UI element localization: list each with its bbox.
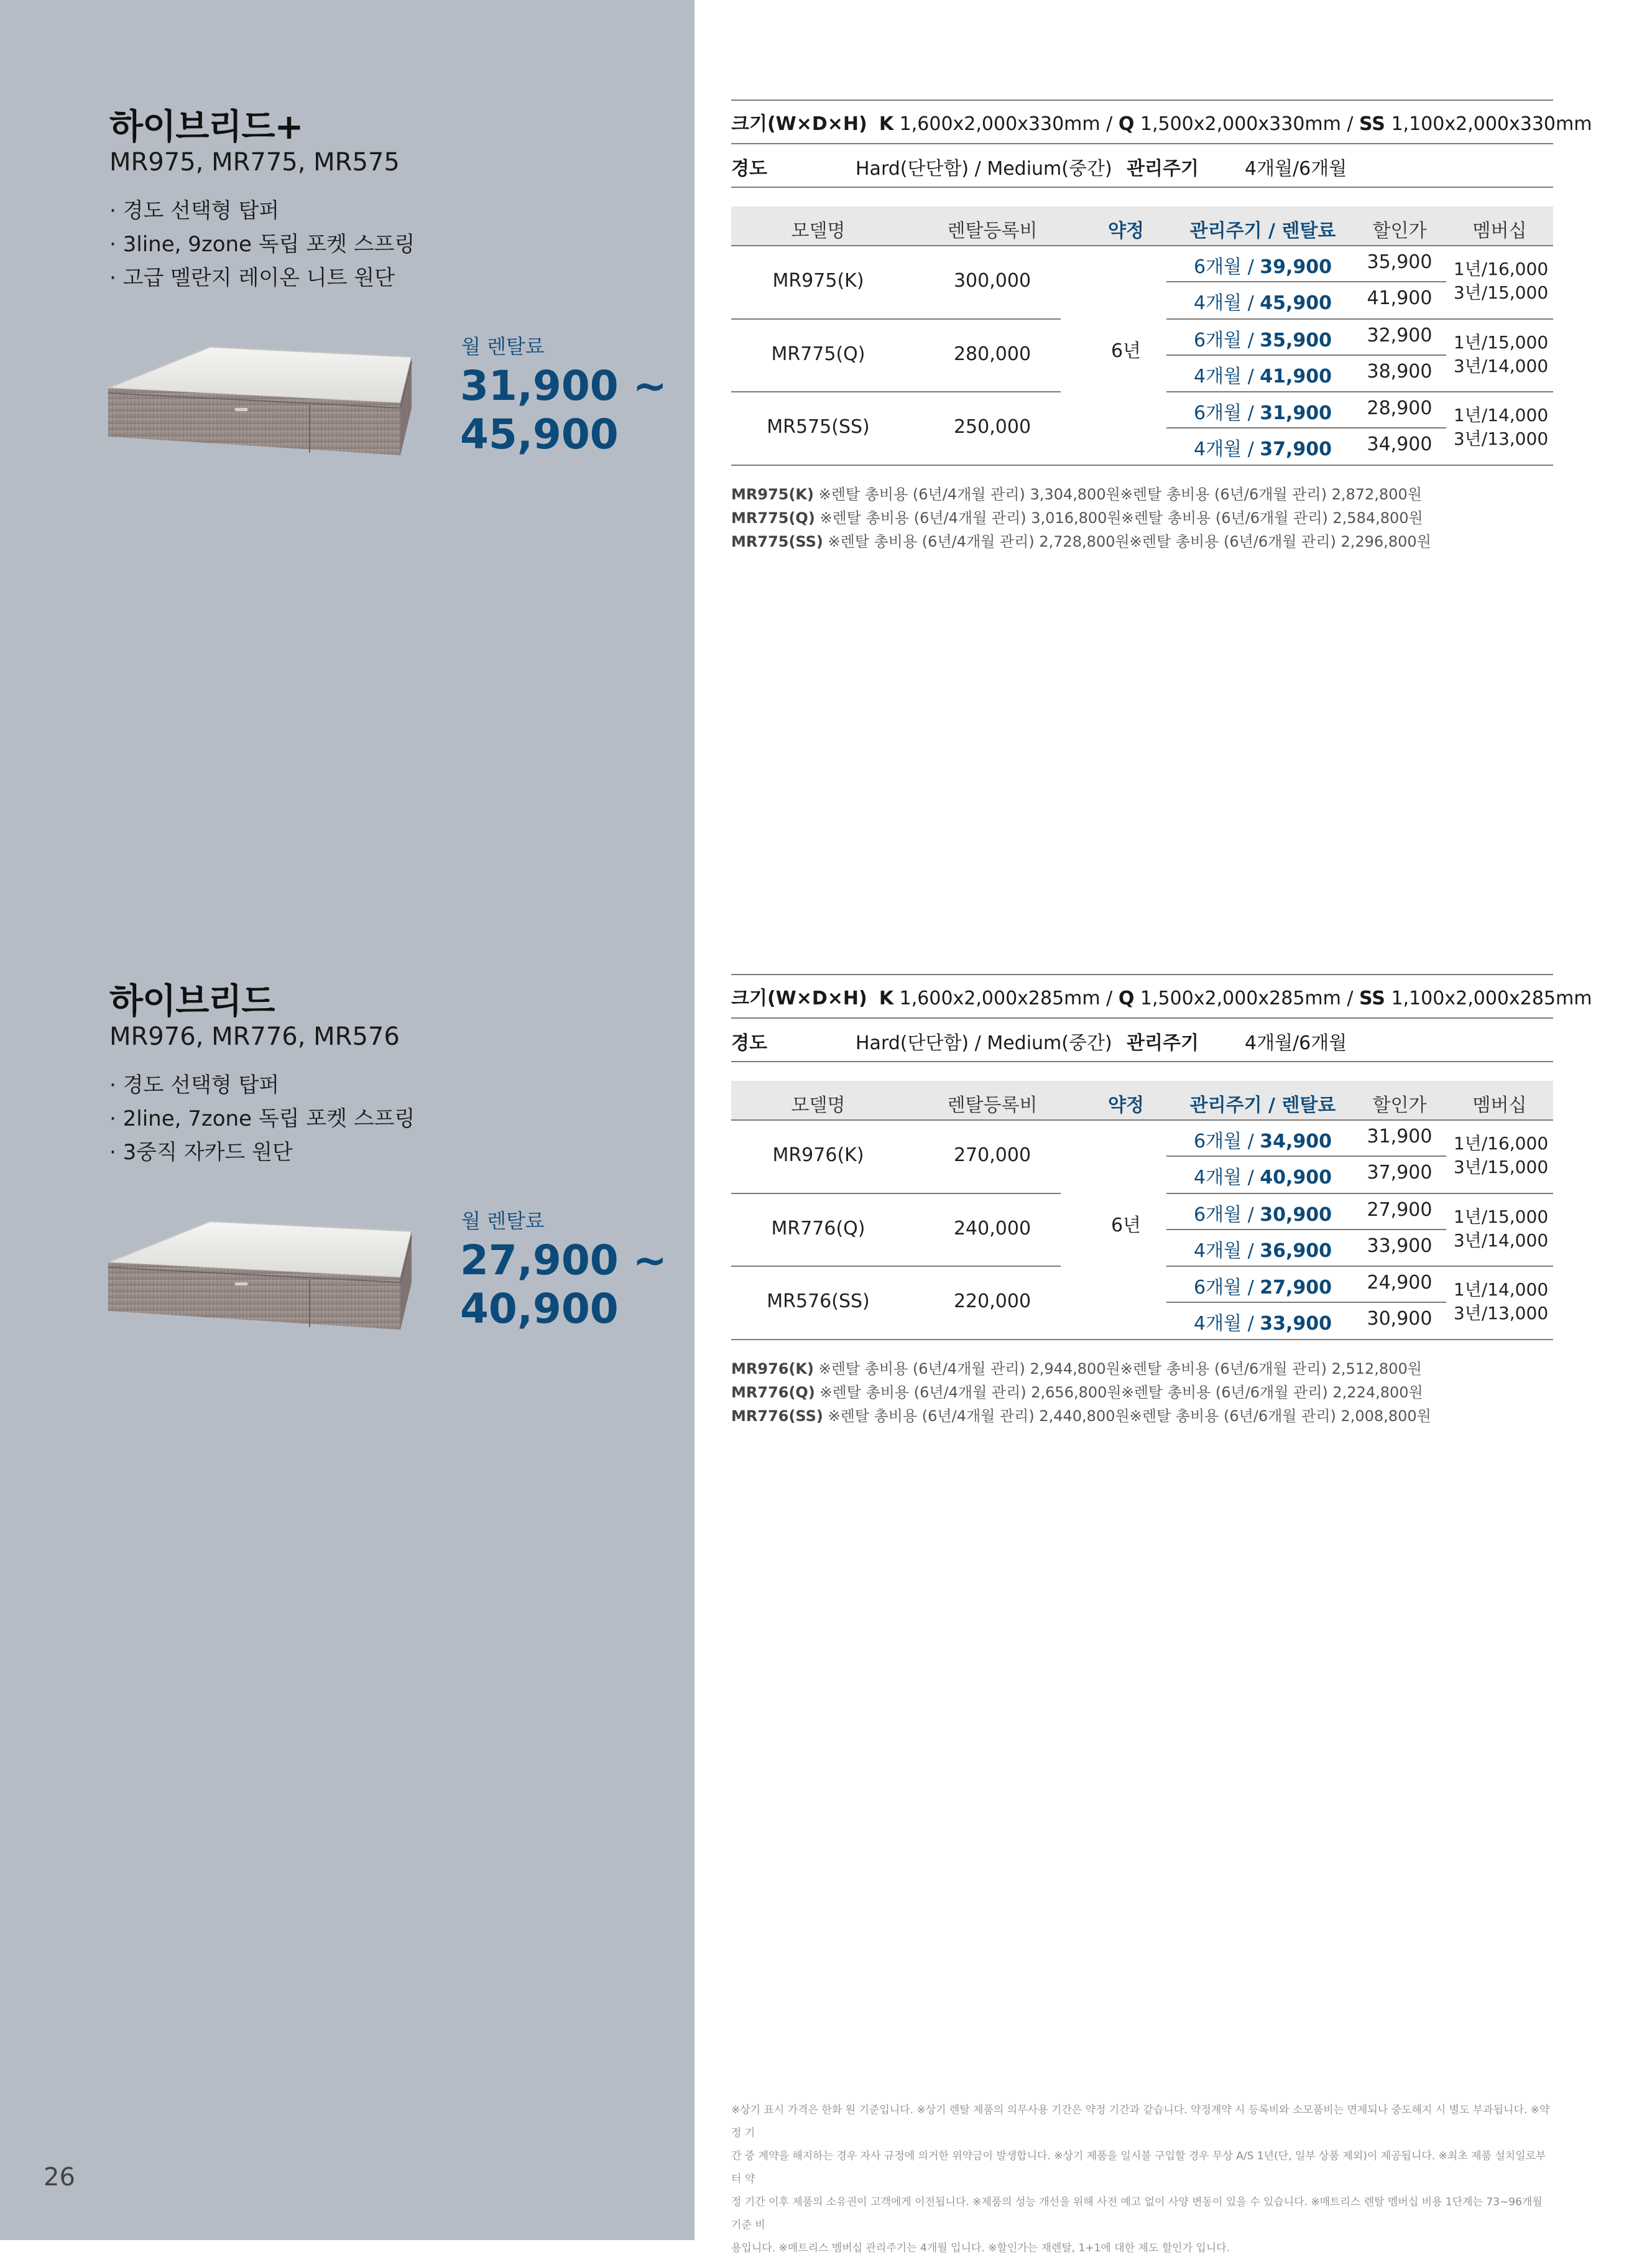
rent-price: 45,900 <box>1260 292 1332 314</box>
size-dims: 1,100x2,000x285mm <box>1391 988 1592 1009</box>
mattress-image <box>104 1218 415 1336</box>
rent-price: 41,900 <box>1260 365 1332 387</box>
contract-period: 6년 <box>1110 340 1142 362</box>
discount-cell: 33,900 <box>1367 1234 1433 1257</box>
divider <box>1166 1193 1553 1194</box>
note-model: MR776(SS) <box>731 1407 823 1425</box>
footer-disclaimer <box>731 2099 1553 2260</box>
header-contract: 약정 <box>1108 220 1144 242</box>
rent-price: 37,900 <box>1260 438 1332 461</box>
rent-price-max: 40,900 <box>460 1285 619 1333</box>
divider <box>731 245 1553 246</box>
cycle-label: 관리주기 <box>1127 158 1199 180</box>
note-text: ※렌탈 총비용 (6년/4개월 관리) 2,944,800원※렌탈 총비용 (6년/6개월 관리) 2,512,800원 <box>814 1360 1422 1378</box>
membership-cell <box>1439 404 1563 451</box>
rent-price: 33,900 <box>1260 1313 1332 1335</box>
header-cycle-rent: 관리주기 / 렌탈료 <box>1189 220 1336 242</box>
size-label: 크기(W×D×H) <box>731 113 867 135</box>
rent-cell: 6개월 / 35,900 <box>1193 329 1332 351</box>
rent-price-min: 31,900 ~ <box>460 362 667 410</box>
size-code: Q <box>1118 988 1135 1009</box>
hardness-value: Hard(단단함) / Medium(중간) <box>856 1032 1112 1054</box>
fee-cell: 250,000 <box>953 416 1031 438</box>
size-dims: 1,100x2,000x330mm <box>1391 113 1592 135</box>
divider <box>731 318 1061 320</box>
rent-price-min: 27,900 ~ <box>460 1236 667 1284</box>
model-cell: MR975(K) <box>772 270 864 292</box>
feature-list <box>109 194 415 295</box>
divider <box>731 1266 1061 1267</box>
membership-1yr: 1년/15,000 <box>1453 331 1549 353</box>
rent-cycle: 4개월 <box>1193 438 1242 461</box>
feature-item: · 경도 선택형 탑퍼 <box>109 198 280 223</box>
discount-cell: 41,900 <box>1367 287 1433 309</box>
header-discount: 할인가 <box>1372 1095 1427 1116</box>
rent-cell: 6개월 / 39,900 <box>1193 256 1332 278</box>
header-model: 모델명 <box>791 220 846 242</box>
header-cycle-rent: 관리주기 / 렌탈료 <box>1189 1095 1336 1116</box>
rent-cycle: 4개월 <box>1193 1313 1242 1335</box>
rent-cell: 6개월 / 31,900 <box>1193 402 1332 425</box>
note-model: MR976(K) <box>731 1360 814 1378</box>
cycle-label: 관리주기 <box>1127 1032 1199 1054</box>
rent-price: 36,900 <box>1260 1239 1332 1262</box>
footer-line: 정 기간 이후 제품의 소유권이 고객에게 이전됩니다. ※제품의 성능 개선을 위해 사전 예고 없이 사양 변동이 있을 수 있습니다. ※매트리스 렌탈 멤버십 비용 1단계는 73~96개월 기준 비 <box>731 2196 1543 2231</box>
footer-line: ※상기 표시 가격은 한화 원 기준입니다. ※상기 렌탈 제품의 의무사용 기간은 약정 기간과 같습니다. 약정계약 시 등록비와 소모품비는 면제되나 중도해지 시 별도 부과됩니다. ※약정 기 <box>731 2104 1550 2139</box>
rent-cycle: 6개월 <box>1193 329 1242 351</box>
size-label: 크기(W×D×H) <box>731 988 867 1009</box>
rent-price-max: 45,900 <box>460 410 619 458</box>
rent-cell: 6개월 / 30,900 <box>1193 1203 1332 1226</box>
discount-cell: 27,900 <box>1367 1198 1433 1221</box>
rent-cell: 6개월 / 34,900 <box>1193 1131 1332 1152</box>
product-section <box>0 100 1652 659</box>
model-cell: MR575(SS) <box>767 416 870 438</box>
membership-1yr: 1년/15,000 <box>1453 1206 1549 1227</box>
notes-block <box>731 483 1553 553</box>
divider <box>1166 1302 1446 1303</box>
membership-1yr: 1년/14,000 <box>1453 405 1549 426</box>
membership-1yr: 1년/16,000 <box>1453 259 1549 279</box>
membership-cell <box>1439 257 1563 305</box>
notes-block <box>731 1357 1553 1428</box>
divider <box>731 391 1061 392</box>
hardness-value: Hard(단단함) / Medium(중간) <box>856 158 1112 180</box>
header-model: 모델명 <box>791 1095 846 1116</box>
size-row <box>731 975 1592 1019</box>
note-text: ※렌탈 총비용 (6년/4개월 관리) 2,728,800원※렌탈 총비용 (6년/6개월 관리) 2,296,800원 <box>823 533 1431 550</box>
discount-cell: 37,900 <box>1367 1162 1433 1183</box>
note-model: MR975(K) <box>731 486 814 503</box>
size-row <box>731 101 1592 144</box>
product-models: MR975, MR775, MR575 <box>109 148 400 177</box>
page-number: 26 <box>44 2163 75 2192</box>
model-cell: MR976(K) <box>772 1144 864 1166</box>
size-dims: 1,600x2,000x285mm <box>899 988 1101 1009</box>
rent-price: 31,900 <box>1260 402 1332 425</box>
divider <box>1166 1229 1446 1230</box>
monthly-rent-price <box>460 362 667 459</box>
note-line <box>731 506 1553 530</box>
rent-cycle: 4개월 <box>1193 1167 1242 1188</box>
feature-item: · 고급 멜란지 레이온 니트 원단 <box>109 266 395 290</box>
membership-cell <box>1439 1278 1563 1325</box>
feature-item: · 경도 선택형 탑퍼 <box>109 1073 280 1098</box>
divider <box>731 1119 1553 1121</box>
membership-3yr: 3년/13,000 <box>1453 428 1549 450</box>
membership-cell <box>1439 331 1563 378</box>
divider <box>731 1339 1553 1340</box>
divider <box>731 1193 1061 1194</box>
divider <box>731 465 1553 466</box>
model-cell: MR776(Q) <box>771 1217 865 1239</box>
rent-cycle: 4개월 <box>1193 365 1242 387</box>
membership-cell <box>1439 1205 1563 1253</box>
note-model: MR775(SS) <box>731 533 823 550</box>
note-line <box>731 1357 1553 1381</box>
discount-cell: 34,900 <box>1367 433 1433 456</box>
membership-3yr: 3년/14,000 <box>1453 1230 1549 1251</box>
rent-cycle: 6개월 <box>1193 256 1242 278</box>
rent-cycle: 6개월 <box>1193 1277 1242 1299</box>
membership-3yr: 3년/15,000 <box>1453 282 1549 303</box>
size-spec: 크기(W×D×H) K 1,600x2,000x330mm / Q 1,500x2,000x330mm / SS 1,100x2,000x330mm <box>731 113 1592 135</box>
footer-line: 용입니다. ※매트리스 멤버십 관리주기는 4개월 입니다. ※할인가는 재렌탈, 1+1에 대한 제도 할인가 입니다. <box>731 2242 1230 2254</box>
note-model: MR775(Q) <box>731 509 815 527</box>
rent-cell: 4개월 / 36,900 <box>1193 1239 1332 1262</box>
size-code: SS <box>1359 988 1385 1009</box>
monthly-rent-label: 월 렌탈료 <box>461 335 545 358</box>
monthly-rent-label: 월 렌탈료 <box>461 1209 545 1233</box>
note-text: ※렌탈 총비용 (6년/4개월 관리) 2,440,800원※렌탈 총비용 (6년/6개월 관리) 2,008,800원 <box>823 1407 1431 1425</box>
discount-cell: 28,900 <box>1367 397 1433 420</box>
header-fee: 렌탈등록비 <box>947 220 1038 242</box>
product-models: MR976, MR776, MR576 <box>109 1022 400 1051</box>
footer-line: 간 중 계약을 해지하는 경우 자사 규정에 의거한 위약금이 발생합니다. ※상기 제품을 일시불 구입할 경우 무상 A/S 1년(단, 일부 상품 제외)이 제공됩니다. ※최초 제품 설치일로부터 약 <box>731 2150 1546 2185</box>
divider <box>1166 318 1553 320</box>
header-discount: 할인가 <box>1372 220 1427 242</box>
rent-cycle: 6개월 <box>1193 402 1242 425</box>
header-membership: 멤버십 <box>1472 1095 1527 1116</box>
rent-cell: 4개월 / 41,900 <box>1193 365 1332 387</box>
rent-price: 34,900 <box>1260 1131 1332 1152</box>
size-code: K <box>879 988 894 1009</box>
product-name: 하이브리드 <box>109 981 275 1022</box>
cycle-value: 4개월/6개월 <box>1245 1032 1347 1054</box>
feature-item: · 3line, 9zone 독립 포켓 스프링 <box>109 232 415 257</box>
product-section <box>0 974 1652 1534</box>
rent-price: 27,900 <box>1260 1277 1332 1299</box>
divider <box>1166 391 1553 392</box>
note-text: ※렌탈 총비용 (6년/4개월 관리) 2,656,800원※렌탈 총비용 (6년/6개월 관리) 2,224,800원 <box>814 1384 1423 1401</box>
size-dims: 1,500x2,000x285mm <box>1140 988 1341 1009</box>
feature-item: · 3중직 자카드 원단 <box>109 1140 293 1165</box>
size-code: SS <box>1359 113 1385 135</box>
discount-cell: 38,900 <box>1367 360 1433 382</box>
discount-cell: 24,900 <box>1367 1272 1433 1294</box>
note-line <box>731 1404 1553 1428</box>
divider <box>1166 1155 1446 1157</box>
divider <box>1166 281 1446 282</box>
discount-cell: 30,900 <box>1367 1308 1433 1330</box>
rent-price: 30,900 <box>1260 1203 1332 1226</box>
hardness-row <box>731 1019 1553 1062</box>
model-cell: MR775(Q) <box>771 343 865 365</box>
membership-3yr: 3년/15,000 <box>1453 1157 1549 1177</box>
rent-cell: 4개월 / 45,900 <box>1193 292 1332 314</box>
divider <box>1166 1266 1553 1267</box>
rent-cycle: 4개월 <box>1193 1239 1242 1262</box>
rent-cycle: 6개월 <box>1193 1203 1242 1226</box>
fee-cell: 270,000 <box>953 1144 1031 1166</box>
membership-3yr: 3년/13,000 <box>1453 1303 1549 1324</box>
size-spec: 크기(W×D×H) K 1,600x2,000x285mm / Q 1,500x2,000x285mm / SS 1,100x2,000x285mm <box>731 988 1592 1009</box>
rent-cycle: 6개월 <box>1193 1131 1242 1152</box>
feature-item: · 2line, 7zone 독립 포켓 스프링 <box>109 1106 415 1131</box>
membership-cell <box>1439 1132 1563 1179</box>
discount-cell: 35,900 <box>1367 251 1433 273</box>
table-header-row <box>731 206 1553 245</box>
note-line <box>731 1381 1553 1404</box>
product-name: 하이브리드+ <box>109 107 303 147</box>
note-line <box>731 483 1553 506</box>
rent-cycle: 4개월 <box>1193 292 1242 314</box>
header-contract: 약정 <box>1108 1095 1144 1116</box>
model-cell: MR576(SS) <box>767 1290 870 1313</box>
discount-cell: 32,900 <box>1367 324 1433 346</box>
divider <box>731 187 1553 188</box>
divider <box>1166 354 1446 356</box>
divider <box>731 1061 1553 1062</box>
membership-1yr: 1년/14,000 <box>1453 1279 1549 1300</box>
fee-cell: 240,000 <box>953 1217 1031 1239</box>
size-code: K <box>879 113 894 135</box>
membership-3yr: 3년/14,000 <box>1453 355 1549 376</box>
rent-cell: 4개월 / 40,900 <box>1193 1167 1332 1188</box>
divider <box>1166 427 1446 428</box>
hardness-row <box>731 144 1553 188</box>
size-dims: 1,600x2,000x330mm <box>899 113 1101 135</box>
cycle-value: 4개월/6개월 <box>1245 158 1347 180</box>
header-membership: 멤버십 <box>1472 220 1527 242</box>
size-code: Q <box>1118 113 1135 135</box>
monthly-rent-price <box>460 1236 667 1333</box>
fee-cell: 280,000 <box>953 343 1031 365</box>
rent-cell: 4개월 / 37,900 <box>1193 438 1332 461</box>
rent-cell: 6개월 / 27,900 <box>1193 1277 1332 1299</box>
rent-price: 40,900 <box>1260 1167 1332 1188</box>
discount-cell: 31,900 <box>1367 1126 1433 1147</box>
hardness-label: 경도 <box>731 1032 767 1054</box>
feature-list <box>109 1068 415 1169</box>
header-fee: 렌탈등록비 <box>947 1095 1038 1116</box>
note-line <box>731 530 1553 553</box>
fee-cell: 300,000 <box>953 270 1031 292</box>
fee-cell: 220,000 <box>953 1290 1031 1313</box>
note-text: ※렌탈 총비용 (6년/4개월 관리) 3,304,800원※렌탈 총비용 (6년/6개월 관리) 2,872,800원 <box>814 486 1422 503</box>
rent-price: 39,900 <box>1260 256 1332 278</box>
hardness-label: 경도 <box>731 158 767 180</box>
note-model: MR776(Q) <box>731 1384 815 1401</box>
rent-price: 35,900 <box>1260 329 1332 351</box>
table-header-row <box>731 1081 1553 1119</box>
note-text: ※렌탈 총비용 (6년/4개월 관리) 3,016,800원※렌탈 총비용 (6년/6개월 관리) 2,584,800원 <box>814 509 1423 527</box>
rent-cell: 4개월 / 33,900 <box>1193 1313 1332 1335</box>
membership-1yr: 1년/16,000 <box>1453 1133 1549 1154</box>
mattress-image <box>104 343 415 461</box>
size-dims: 1,500x2,000x330mm <box>1140 113 1341 135</box>
contract-period: 6년 <box>1110 1215 1142 1236</box>
